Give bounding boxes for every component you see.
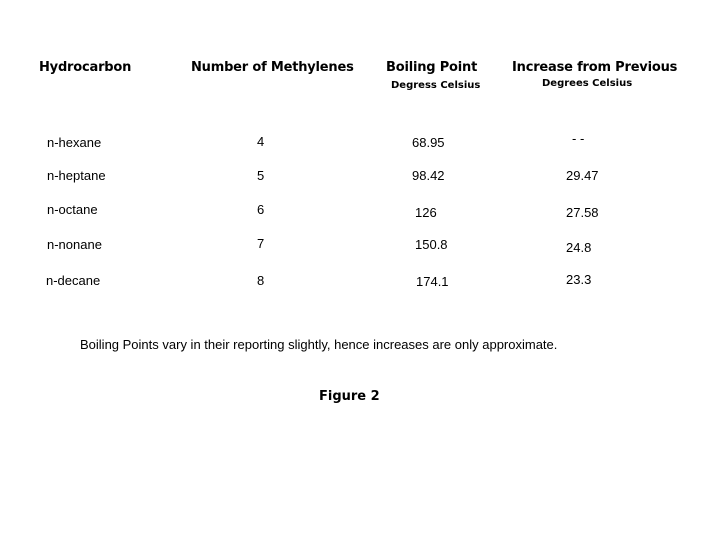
table-cell-increase: - - <box>572 131 585 146</box>
subheader-boiling-point-unit: Degress Celsius <box>391 80 481 91</box>
table-cell-boiling-point: 174.1 <box>416 274 449 289</box>
table-cell-boiling-point: 150.8 <box>415 237 448 252</box>
table-cell-increase: 27.58 <box>566 205 599 220</box>
table-cell-methylenes: 5 <box>257 168 265 183</box>
table-cell-methylenes: 4 <box>257 134 265 149</box>
table-cell-hydrocarbon: n-decane <box>46 273 101 288</box>
table-cell-hydrocarbon: n-octane <box>47 202 98 217</box>
header-number-of-methylenes: Number of Methylenes <box>191 60 354 75</box>
table-cell-methylenes: 6 <box>257 202 265 217</box>
header-boiling-point: Boiling Point <box>386 60 478 75</box>
table-cell-hydrocarbon: n-nonane <box>47 237 102 252</box>
table-cell-hydrocarbon: n-heptane <box>47 168 106 183</box>
table-cell-boiling-point: 126 <box>415 205 437 220</box>
figure-caption: Figure 2 <box>319 389 380 404</box>
header-increase-from-previous: Increase from Previous <box>512 60 678 75</box>
footnote: Boiling Points vary in their reporting slightly, hence increases are only approximate. <box>80 337 558 352</box>
table-cell-increase: 24.8 <box>566 240 592 255</box>
table-cell-boiling-point: 68.95 <box>412 135 445 150</box>
table-cell-hydrocarbon: n-hexane <box>47 135 102 150</box>
table-cell-methylenes: 7 <box>257 236 265 251</box>
table-cell-increase: 29.47 <box>566 168 599 183</box>
header-hydrocarbon: Hydrocarbon <box>39 60 132 75</box>
table-cell-methylenes: 8 <box>257 273 265 288</box>
table-cell-increase: 23.3 <box>566 272 592 287</box>
subheader-increase-unit: Degrees Celsius <box>542 78 633 89</box>
table-cell-boiling-point: 98.42 <box>412 168 445 183</box>
